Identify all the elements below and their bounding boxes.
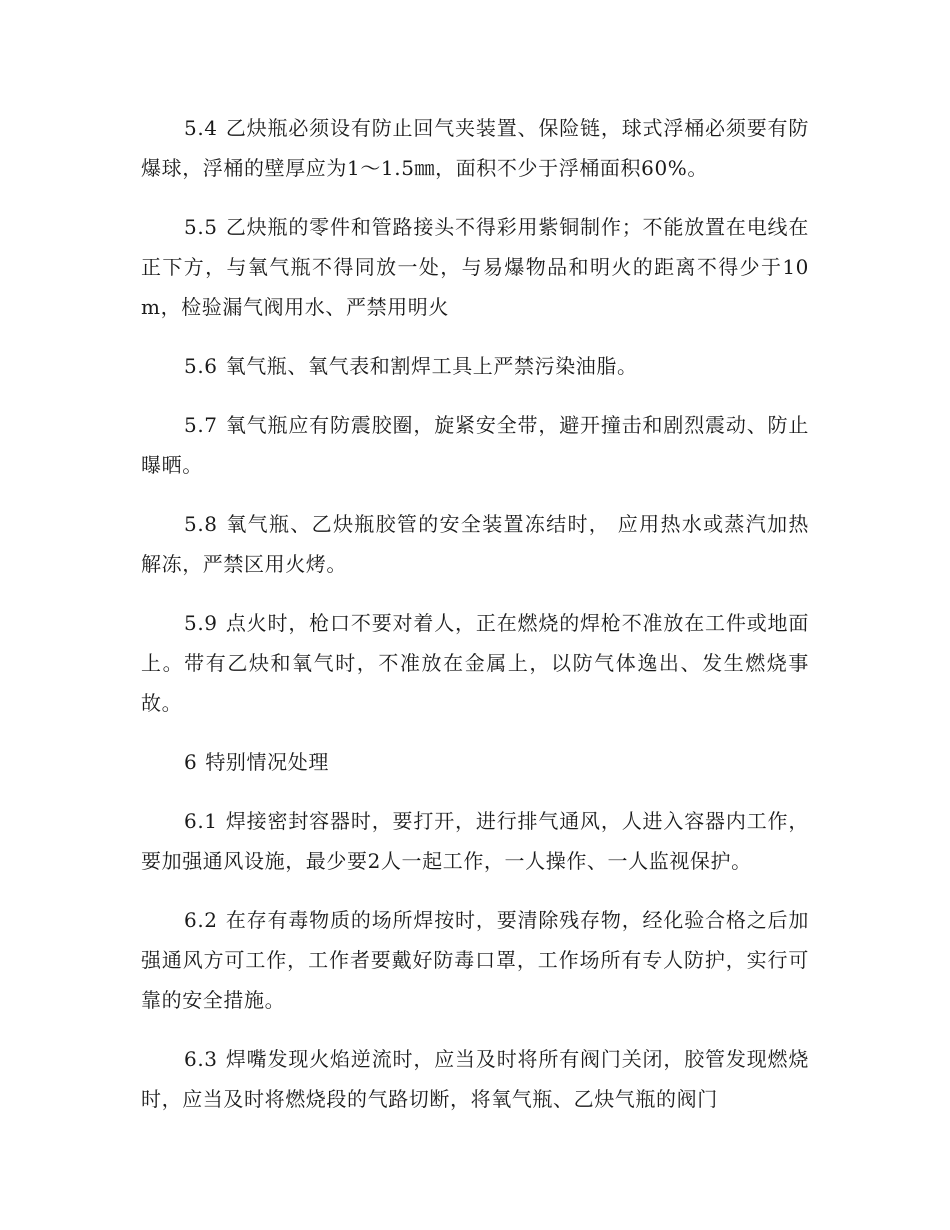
section-number: 6.3 — [184, 1047, 218, 1071]
section-number: 5.8 — [184, 512, 218, 536]
section-number: 6 — [184, 750, 198, 774]
paragraph-text: 点火时，枪口不要对着人，正在燃烧的焊枪不准放在工件或地面上。带有乙炔和氧气时，不准放在金属上，以防气体逸出、发生燃烧事故。 — [141, 611, 809, 715]
paragraph-5-9 — [141, 603, 809, 723]
paragraph-5-4 — [141, 108, 809, 188]
paragraph-6-3 — [141, 1039, 809, 1119]
section-number: 5.9 — [184, 611, 218, 635]
paragraph-text: 乙炔瓶的零件和管路接头不得彩用紫铜制作；不能放置在电线在正下方，与氧气瓶不得同放一处，与易爆物品和明火的距离不得少于10m，检验漏气阀用水、严禁用明火 — [141, 215, 809, 319]
section-number: 5.7 — [184, 413, 218, 437]
paragraph-text: 在存有毒物质的场所焊按时，要清除残存物，经化验合格之后加强通风方可工作，工作者要戴好防毒口罩，工作场所有专人防护，实行可靠的安全措施。 — [141, 908, 809, 1012]
paragraph-text: 乙炔瓶必须设有防止回气夹装置、保险链，球式浮桶必须要有防爆球，浮桶的壁厚应为1～1.5㎜，面积不少于浮桶面积60%。 — [141, 116, 809, 180]
paragraph-5-7 — [141, 405, 809, 485]
paragraph-text: 氧气瓶、乙炔瓶胶管的安全装置冻结时， 应用热水或蒸汽加热解冻，严禁区用火烤。 — [141, 512, 809, 576]
paragraph-5-6 — [141, 346, 809, 386]
section-number: 6.1 — [184, 809, 218, 833]
paragraph-text: 焊嘴发现火焰逆流时，应当及时将所有阀门关闭，胶管发现燃烧时，应当及时将燃烧段的气路切断，将氧气瓶、乙炔气瓶的阀门 — [141, 1047, 809, 1111]
paragraph-5-5 — [141, 207, 809, 327]
paragraph-text: 氧气瓶应有防震胶圈，旋紧安全带，避开撞击和剧烈震动、防止曝晒。 — [141, 413, 809, 477]
paragraph-6-2 — [141, 900, 809, 1020]
paragraph-5-8 — [141, 504, 809, 584]
section-heading-text: 特别情况处理 — [205, 750, 329, 774]
section-number: 5.5 — [184, 215, 218, 239]
section-number: 5.6 — [184, 354, 218, 378]
section-number: 6.2 — [184, 908, 218, 932]
paragraph-text: 氧气瓶、氧气表和割焊工具上严禁污染油脂。 — [225, 354, 638, 378]
paragraph-6-1 — [141, 801, 809, 881]
document-body — [141, 108, 809, 1138]
section-heading-6 — [141, 742, 809, 782]
paragraph-text: 焊接密封容器时，要打开，进行排气通风，人进入容器内工作，要加强通风设施，最少要2人一起工作，一人操作、一人监视保护。 — [141, 809, 809, 873]
section-number: 5.4 — [184, 116, 218, 140]
